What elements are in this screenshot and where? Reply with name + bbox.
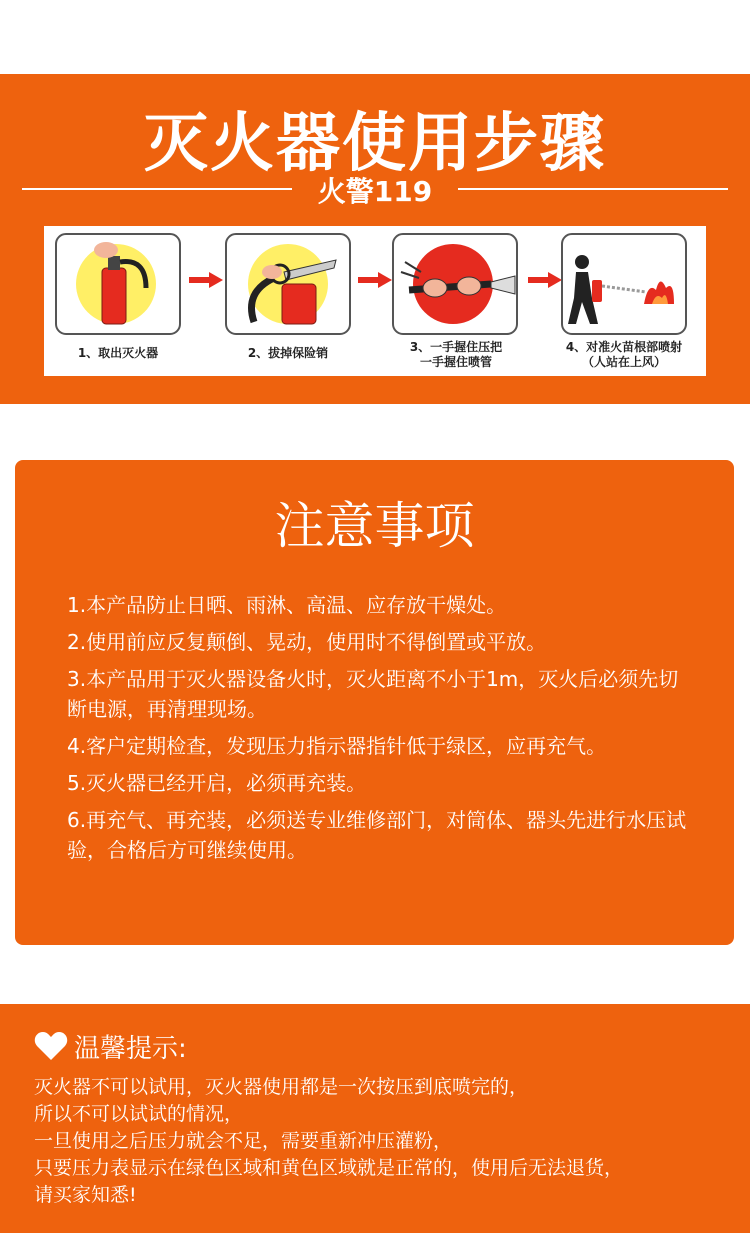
arrow-right-icon xyxy=(528,272,562,288)
step-3-image xyxy=(391,232,519,336)
step-1-label: 1、取出灭火器 xyxy=(77,346,159,360)
arrow-right-icon xyxy=(358,272,392,288)
notice-item: 5.灭火器已经开启，必须再充装。 xyxy=(67,771,367,795)
notice-list xyxy=(67,590,687,872)
step-3-label: 3、一手握住压把 一手握住喷管 xyxy=(409,340,503,369)
heart-icon xyxy=(34,1031,68,1061)
tips-body xyxy=(34,1074,734,1209)
header-banner xyxy=(0,74,750,404)
tips-line: 只要压力表显示在绿色区域和黄色区域就是正常的，使用后无法退货， xyxy=(34,1157,624,1179)
tips-title: 温馨提示: xyxy=(74,1033,187,1064)
step-2-image xyxy=(224,232,352,336)
arrow-right-icon xyxy=(189,272,223,288)
notice-item: 3.本产品用于灭火器设备火时，灭火距离不小于1m，灭火后必须先切断电源，再清理现场。 xyxy=(67,667,679,721)
page-title: 灭火器使用步骤 xyxy=(144,107,606,181)
step-1-image xyxy=(54,232,182,336)
tips-line: 灭火器不可以试用，灭火器使用都是一次按压到底喷完的， xyxy=(34,1076,529,1098)
tips-header xyxy=(34,1026,187,1066)
step-4-label: 4、对准火苗根部喷射 （人站在上风） xyxy=(565,340,683,369)
notice-item: 2.使用前应反复颠倒、晃动，使用时不得倒置或平放。 xyxy=(67,630,547,654)
step-4-image xyxy=(560,232,688,336)
notice-item: 6.再充气、再充装，必须送专业维修部门，对筒体、器头先进行水压试验，合格后方可继续使用。 xyxy=(67,808,687,862)
notice-title: 注意事项 xyxy=(274,497,475,555)
tips-line: 请买家知悉! xyxy=(34,1184,137,1206)
tips-line: 一旦使用之后压力就会不足，需要重新冲压灌粉， xyxy=(34,1130,453,1152)
tips-line: 所以不可以试试的情况， xyxy=(34,1103,244,1125)
steps-illustration xyxy=(44,226,706,376)
page-subtitle: 火警119 xyxy=(317,175,433,208)
notice-panel xyxy=(15,460,734,945)
step-2-label: 2、拔掉保险销 xyxy=(247,346,329,360)
notice-item: 4.客户定期检查，发现压力指示器指针低于绿区，应再充气。 xyxy=(67,734,607,758)
notice-item: 1.本产品防止日晒、雨淋、高温、应存放干燥处。 xyxy=(67,593,507,617)
tips-panel xyxy=(0,1004,750,1233)
